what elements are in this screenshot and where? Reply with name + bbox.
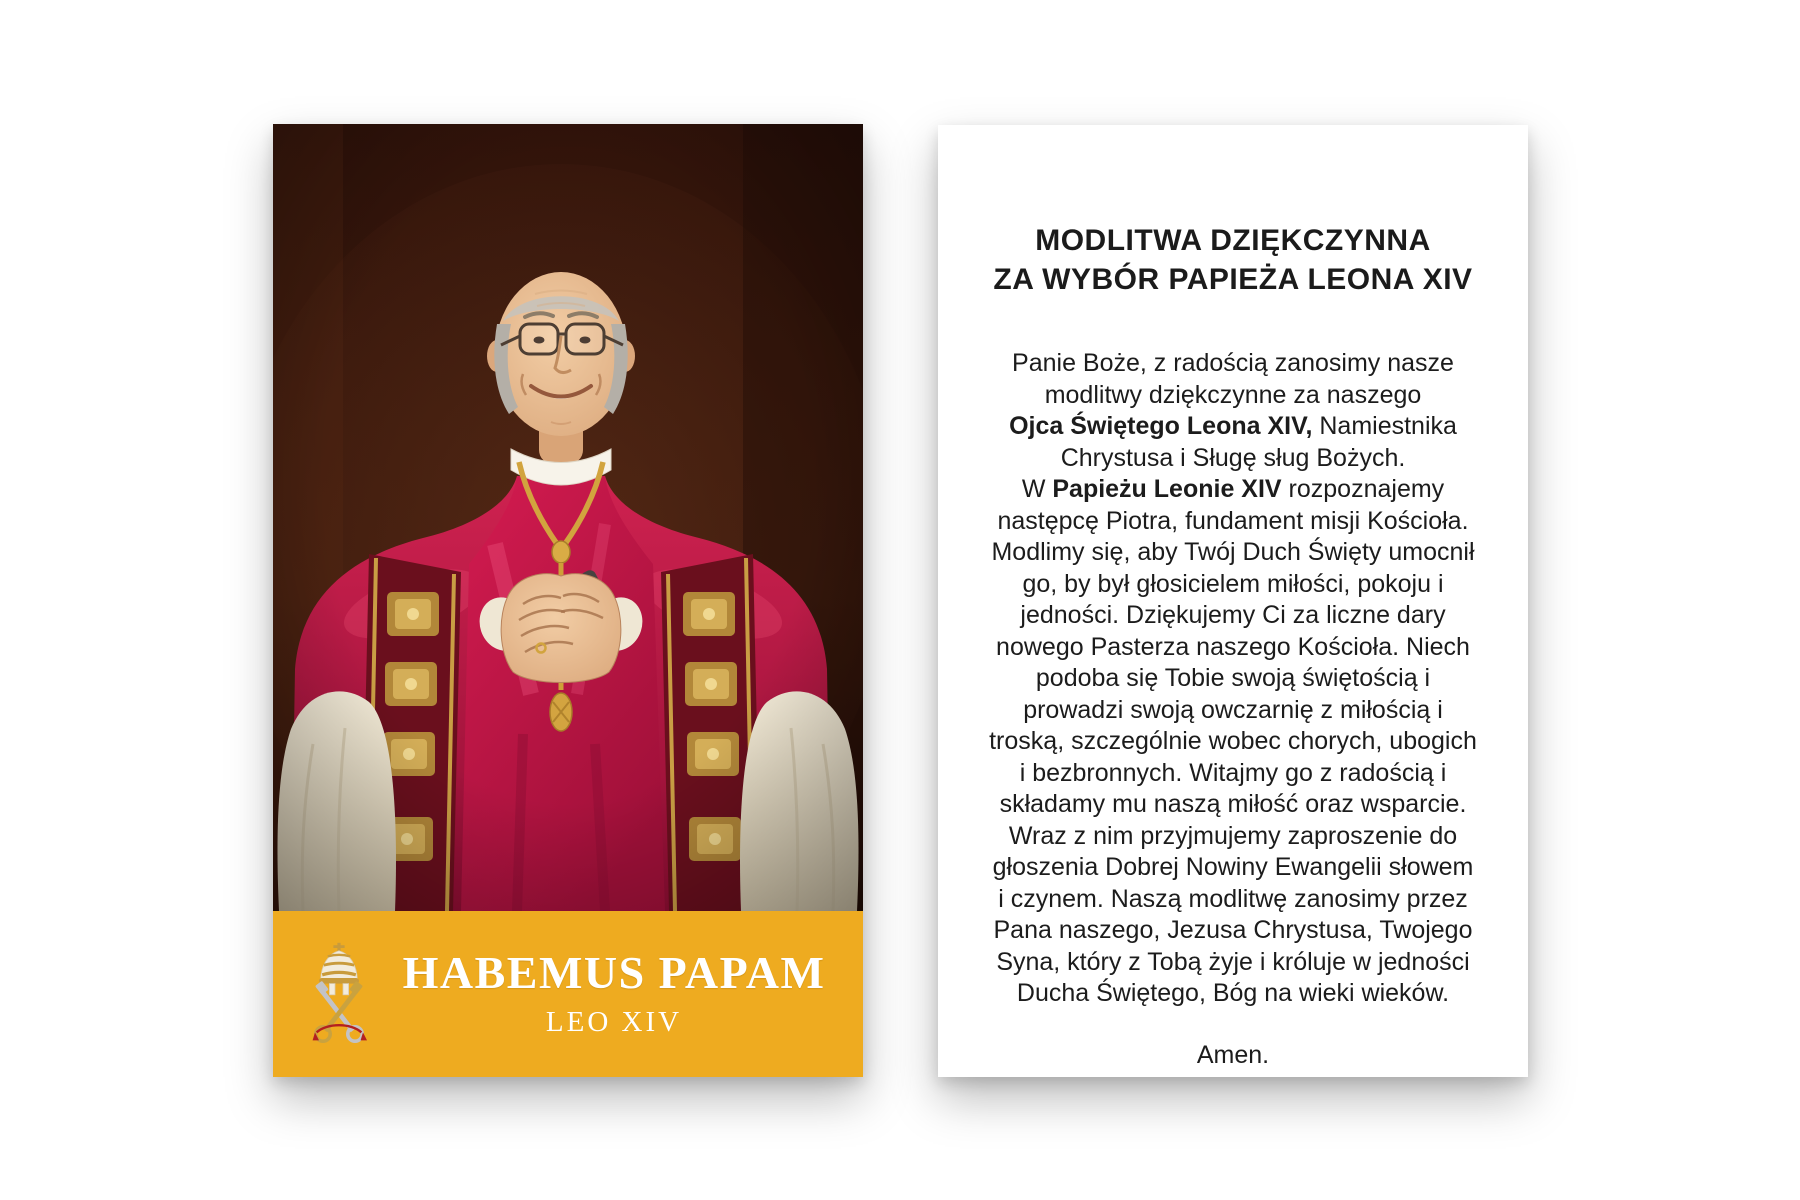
prayer-line: modlitwy dziękczynne za naszego: [1044, 380, 1422, 409]
banner-subtitle: LEO XIV: [545, 1006, 683, 1039]
prayer-line: Ducha Świętego, Bóg na wieki wieków.: [1016, 979, 1450, 1007]
prayer-line: głoszenia Dobrej Nowiny Ewangelii słowem: [992, 853, 1474, 881]
prayer-line: nowego Pasterza naszego Kościoła. Niech: [996, 632, 1470, 661]
prayer-line: Chrystusa i Sługę sług Bożych.: [1060, 443, 1406, 472]
prayer-line: składamy mu naszą miłość oraz wsparcie.: [999, 790, 1467, 818]
prayer-line: go, by był głosicielem miłości, pokoju i: [1022, 569, 1444, 598]
prayer-card-front: [273, 124, 863, 1077]
prayer-line: Syna, który z Tobą żyje i króluje w jedności: [996, 947, 1470, 976]
prayer-line: i bezbronnych. Witajmy go z radością i: [1019, 758, 1447, 787]
prayer-line: prowadzi swoją owczarnię z miłością i: [1023, 695, 1443, 724]
amen-line: Amen.: [1196, 1040, 1270, 1069]
prayer-line: i czynem. Naszą modlitwę zanosimy przez: [998, 884, 1468, 913]
prayer-heading: [938, 221, 1528, 299]
prayer-line: podoba się Tobie swoją świętością i: [1035, 664, 1431, 692]
prayer-card-back: [938, 125, 1528, 1077]
banner-text: [379, 946, 849, 1039]
prayer-line: Ojca Świętego Leona XIV, Namiestnika: [1009, 412, 1457, 440]
prayer-heading-line2: ZA WYBÓR PAPIEŻA LEONA XIV: [993, 263, 1473, 296]
pope-photo: [273, 124, 863, 911]
prayer-line: jedności. Dziękujemy Ci za liczne dary: [1020, 601, 1446, 629]
prayer-line: Panie Boże, z radością zanosimy nasze: [1012, 349, 1454, 377]
prayer-line: Pana naszego, Jezusa Chrystusa, Twojego: [993, 916, 1473, 944]
papal-coat-of-arms-icon: [299, 939, 379, 1049]
prayer-line: Wraz z nim przyjmujemy zaproszenie do: [1008, 821, 1458, 850]
prayer-heading-line1: MODLITWA DZIĘKCZYNNA: [1035, 224, 1431, 257]
prayer-line: Modlimy się, aby Twój Duch Święty umocnił: [991, 538, 1475, 566]
prayer-line: następcę Piotra, fundament misji Kościoła.: [997, 506, 1469, 535]
prayer-text: [938, 348, 1528, 1010]
prayer-line: troską, szczególnie wobec chorych, ubogich: [989, 727, 1477, 755]
habemus-papam-banner: [273, 911, 863, 1077]
prayer-line: W Papieżu Leonie XIV rozpoznajemy: [1021, 475, 1445, 503]
banner-title: HABEMUS PAPAM: [402, 946, 826, 998]
